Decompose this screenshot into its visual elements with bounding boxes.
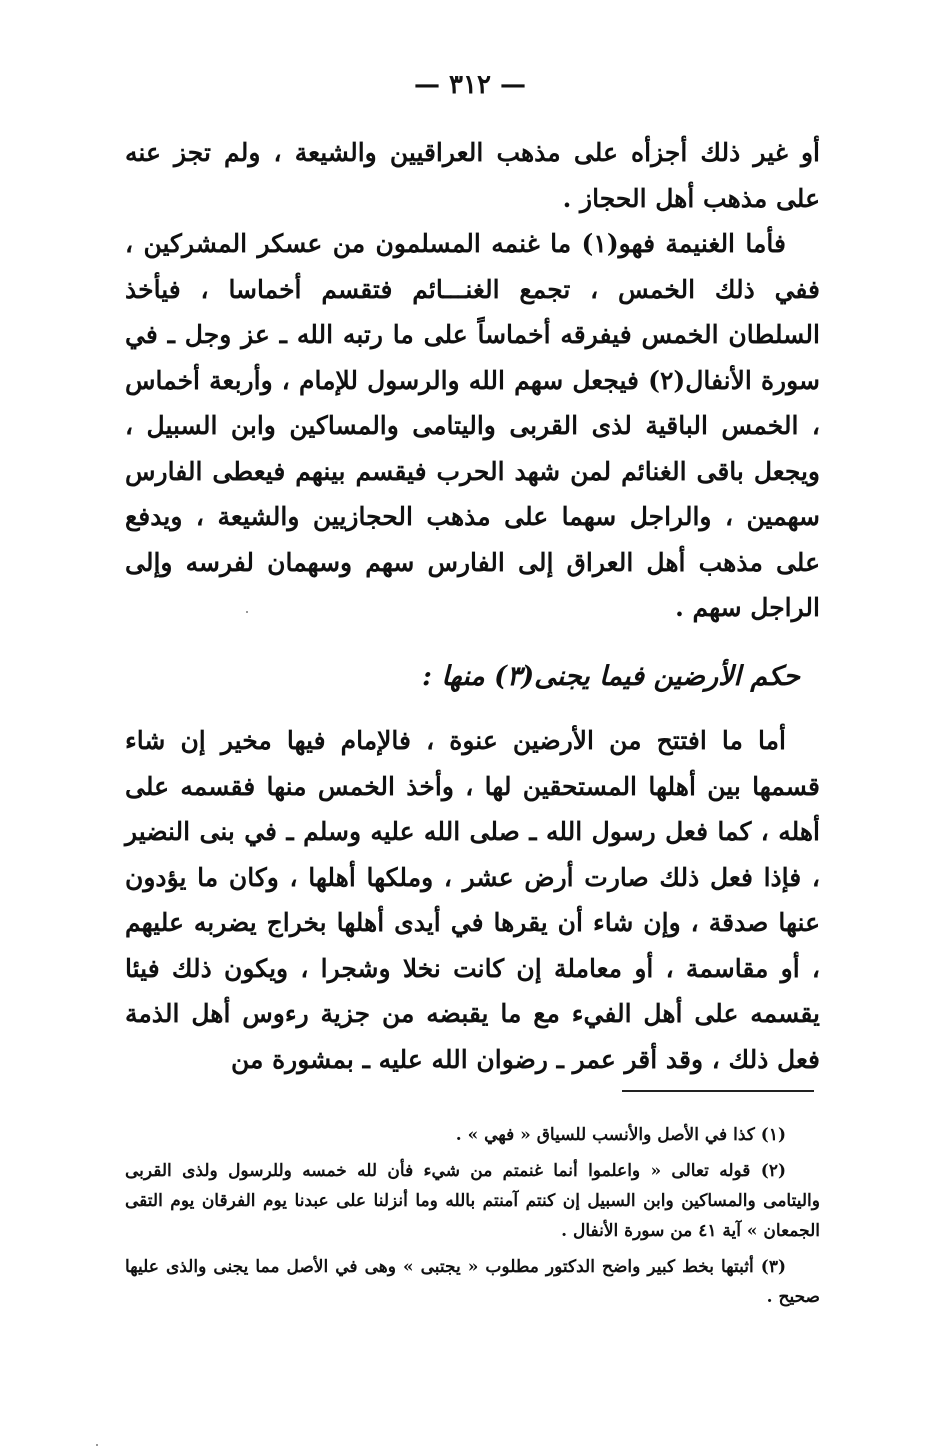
main-text-block (125, 130, 820, 631)
paragraph-2: فأما الغنيمة فهو(١) ما غنمه المسلمون من عسكر المشركين ، ففي ذلك الخمس ، تجمع الغنـــائم فتقسم أخماسا ، فيأخذ السلطان الخمس فيفرقه أخماساً على ما رتبه الله ـ عز وجل ـ في سورة الأنفال(٢) فيجعل سهم الله والرسول للإمام ، وأربعة أخماس ، الخمس الباقية لذى القربى واليتامى والمساكين وابن السبيل ، ويجعل باقى الغنائم لمن شهد الحرب فيقسم بينهم فيعطى الفارس سهمين ، والراجل سهما على مذهب الحجازيين والشيعة ، ويدفع على مذهب أهل العراق إلى الفارس سهم وسهمان لفرسه وإلى الراجل سهم . (125, 229, 820, 622)
scan-speck (246, 611, 248, 613)
footnote-3: (٣) أثبتها بخط كبير واضح الدكتور مطلوب « يجتبى » وهى في الأصل مما يجنى والذى عليها صحيح . (125, 1257, 820, 1307)
footnote-2: (٢) قوله تعالى « واعلموا أنما غنمتم من شيء فأن لله خمسه وللرسول ولذى القربى واليتامى والمساكين وابن السبيل إن كنتم آمنتم بالله وما أنزلنا على عبدنا يوم الفرقان يوم التقى الجمعان » آية ٤١ من سورة الأنفال . (125, 1161, 820, 1241)
page-number: — ٣١٢ — (413, 70, 527, 100)
second-text-block (125, 718, 820, 1082)
scan-speck (96, 1444, 98, 1446)
footnotes-block (125, 1120, 820, 1318)
paragraph-3: أما ما افتتح من الأرضين عنوة ، فالإمام فيها مخير إن شاء قسمها بين أهلها المستحقين لها ، وأخذ الخمس منها فقسمه على أهله ، كما فعل رسول الله ـ صلى الله عليه وسلم ـ في بنى النضير ، فإذا فعل ذلك صارت أرض عشر ، وملكها أهلها ، وكان ما يؤدون عنها صدقة ، وإن شاء أن يقرها في أيدى أهلها بخراج يضربه عليهم ، أو مقاسمة ، أو معاملة إن كانت نخلا وشجرا ، ويكون ذلك فيئا يقسمه على أهل الفيء مع ما يقبضه من جزية رءوس أهل الذمة فعل ذلك ، وقد أقر عمر ـ رضوان الله عليه ـ بمشورة من (125, 726, 821, 1074)
footnote-1: (١) كذا في الأصل والأنسب للسياق « فهي » . (455, 1125, 786, 1145)
section-heading: حكم الأرضين فيما يجنى(٣) منها : (422, 661, 800, 692)
footnote-separator (622, 1090, 814, 1092)
paragraph-1: أو غير ذلك أجزأه على مذهب العراقيين والشيعة ، ولم تجز عنه على مذهب أهل الحجاز . (125, 138, 820, 213)
